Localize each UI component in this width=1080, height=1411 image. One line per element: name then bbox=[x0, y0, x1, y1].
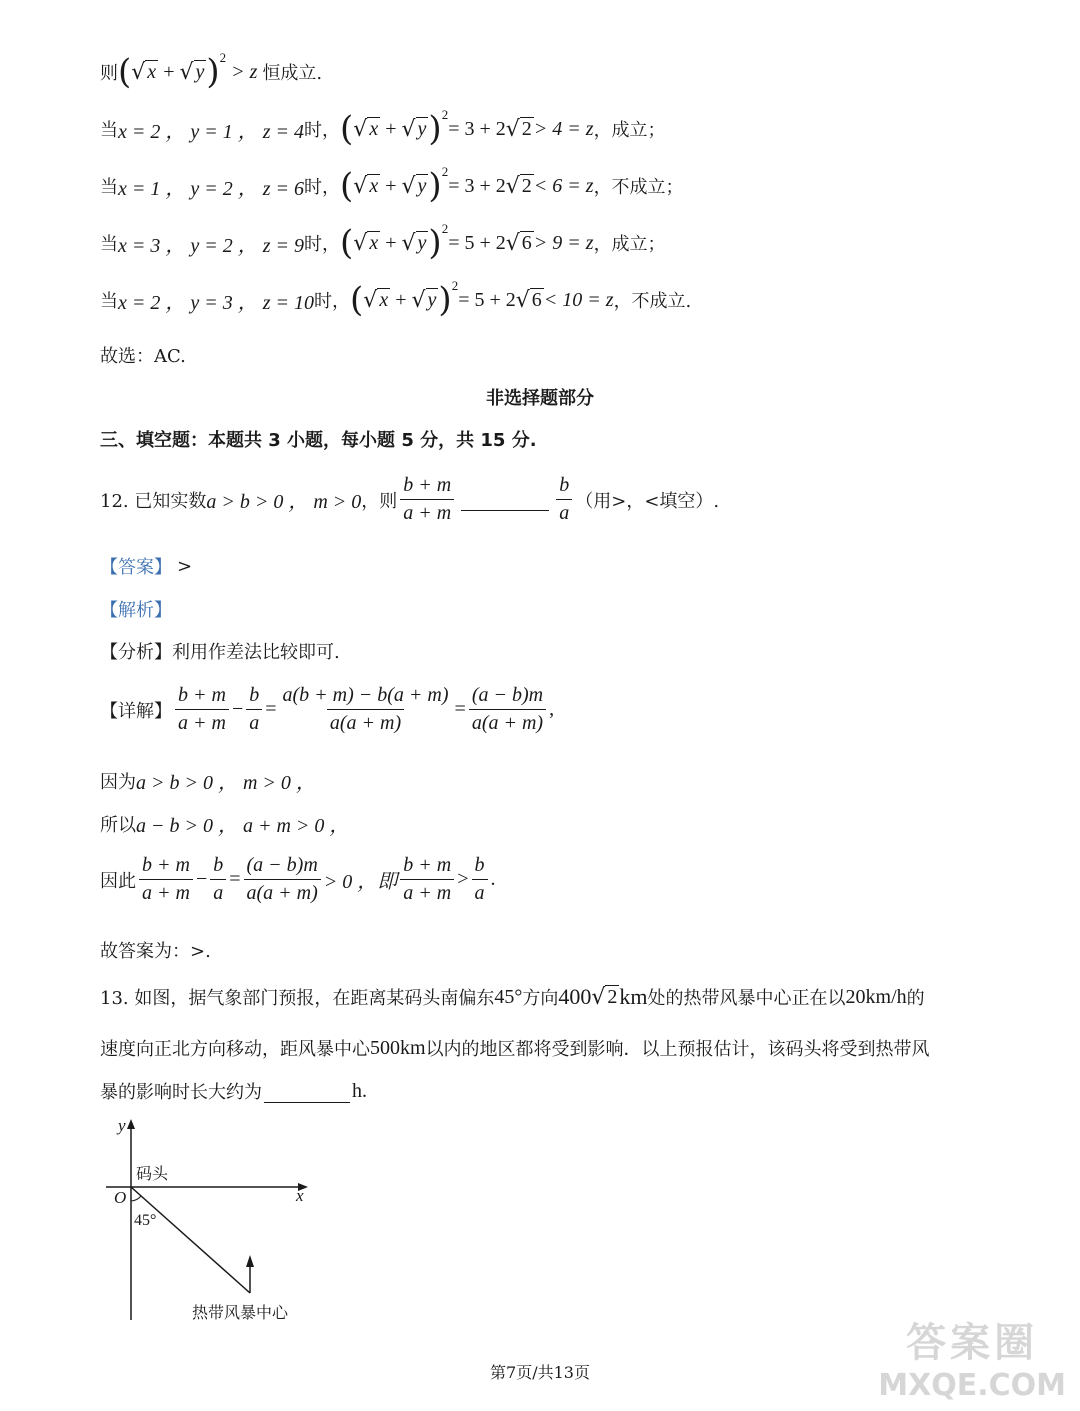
dock-label: 码头 bbox=[136, 1164, 169, 1183]
text: 以内的地区都将受到影响．以上预报估计，该码头将受到热带风 bbox=[425, 1039, 930, 1060]
text: 时， bbox=[304, 120, 341, 141]
text: ，成立； bbox=[593, 120, 666, 141]
text: 方向 bbox=[522, 988, 559, 1009]
text: 三、填空题：本题共 3 小题，每小题 5 分，共 15 分. bbox=[100, 430, 537, 451]
answer-blank[interactable] bbox=[461, 488, 549, 511]
analysis-line bbox=[100, 596, 172, 622]
text: 恒成立. bbox=[262, 63, 323, 84]
math: = 3 + 2 bbox=[448, 117, 506, 140]
math: > 4 = z bbox=[533, 117, 594, 140]
math: km bbox=[619, 984, 648, 1009]
text: 因此 bbox=[100, 870, 136, 892]
angle-arc bbox=[131, 1196, 141, 1201]
y-axis-label: y bbox=[118, 1116, 126, 1135]
text: 故答案为：>. bbox=[100, 941, 211, 962]
detail-tag: 【详解】 bbox=[100, 700, 172, 722]
math: x = 2 ， y = 3 ， z = 10 bbox=[118, 291, 315, 314]
origin-label: O bbox=[114, 1188, 127, 1207]
sqrt-y: √ y bbox=[179, 60, 205, 85]
sqrt-x: √ x bbox=[131, 60, 157, 85]
text: 速度向正北方向移动，距风暴中心 bbox=[100, 1039, 370, 1060]
text: 当 bbox=[100, 291, 118, 312]
text: 时， bbox=[314, 291, 351, 312]
math: 45° bbox=[494, 985, 523, 1008]
because-line bbox=[100, 766, 316, 795]
text: h. bbox=[352, 1079, 367, 1102]
text: 故选：AC. bbox=[100, 346, 186, 367]
storm-diagram bbox=[100, 1115, 340, 1330]
left-paren: ( bbox=[118, 52, 132, 92]
text: 当 bbox=[100, 234, 118, 255]
math: x = 3 ， y = 2 ， z = 9 bbox=[118, 234, 305, 257]
answer-line bbox=[100, 553, 192, 579]
text: 处的热带风暴中心正在以 bbox=[647, 988, 846, 1009]
case-line-3: 当 x = 3 ， y = 2 ， z = 9 时， ( √ x + √ y ) 2 = 5 + 2 √ 6 > 9 = z ，成立； bbox=[100, 221, 666, 263]
text: 非选择题部分 bbox=[486, 388, 594, 409]
math: = 5 + 2 bbox=[458, 288, 516, 311]
question-12 bbox=[100, 474, 719, 525]
math: > 9 = z bbox=[533, 231, 594, 254]
math: < 6 = z bbox=[533, 174, 594, 197]
x-axis-label: x bbox=[296, 1186, 304, 1205]
math: 400 bbox=[558, 984, 592, 1009]
section-heading bbox=[0, 384, 1080, 410]
text: （用>，<填空）. bbox=[575, 490, 720, 512]
page-number: 第7页/共13页 bbox=[490, 1363, 590, 1382]
question-13-line2 bbox=[100, 1035, 930, 1061]
text: 当 bbox=[100, 120, 118, 141]
text: 所以 bbox=[100, 814, 136, 836]
so-line bbox=[100, 809, 349, 838]
case-line-1: 当 x = 2 ， y = 1 ， z = 4 时， ( √ x + √ y ) 2 = 3 + 2 √ 2 > 4 = z ，成立； bbox=[100, 107, 666, 149]
math: a > b > 0 ， m > 0 ， bbox=[136, 772, 316, 794]
math: < 10 = z bbox=[543, 288, 614, 311]
question-13-line1: 13. 如图，据气象部门预报，在距离某码头南偏东 45° 方向 400 √ 2 km 处的热带风暴中心正在以 20km/h 的 bbox=[100, 984, 925, 1010]
watermark-logo bbox=[878, 1311, 1066, 1403]
text: 的 bbox=[906, 988, 925, 1009]
watermark-text: 答案圈 bbox=[906, 1320, 1039, 1366]
math: 20km/h bbox=[845, 985, 907, 1008]
text: ，不成立； bbox=[593, 177, 684, 198]
bearing-line bbox=[131, 1187, 250, 1293]
conclusion-line: 则 ( √ x + √ y ) 2 > z 恒成立. bbox=[100, 50, 323, 92]
text: 当 bbox=[100, 177, 118, 198]
north-arrow-head bbox=[246, 1255, 254, 1267]
text: ，成立； bbox=[593, 234, 666, 255]
watermark-url: MXQE.COM bbox=[878, 1368, 1066, 1403]
math: x = 1 ， y = 2 ， z = 6 bbox=[118, 177, 305, 200]
math: a > b > 0 ， m > 0 bbox=[206, 491, 362, 513]
fraction: $\frac{b + m}{a + m}$ bbox=[400, 474, 454, 525]
text: 【分析】利用作差法比较即可. bbox=[100, 642, 340, 663]
text: 暴的影响时长大约为 bbox=[100, 1082, 262, 1103]
math: = 3 + 2 bbox=[448, 174, 506, 197]
fraction: $\frac{b}{a}$ bbox=[556, 474, 572, 525]
text: 时， bbox=[304, 177, 341, 198]
text: 12. 已知实数 bbox=[100, 490, 207, 512]
text: ，则 bbox=[361, 490, 398, 512]
answer-tag: 【答案】 bbox=[100, 557, 172, 578]
math: = 5 + 2 bbox=[448, 231, 506, 254]
case-line-4: 当 x = 2 ， y = 3 ， z = 10 时， ( √ x + √ y ) 2 = 5 + 2 √ 6 < 10 = z ，不成立. bbox=[100, 278, 692, 320]
angle-label: 45° bbox=[134, 1212, 157, 1229]
text: ，不成立. bbox=[613, 291, 692, 312]
storm-center-label: 热带风暴中心 bbox=[192, 1303, 289, 1322]
math: a − b > 0 ， a + m > 0 ， bbox=[136, 815, 350, 837]
math: x = 2 ， y = 1 ， z = 4 bbox=[118, 120, 305, 143]
y-axis-arrow bbox=[127, 1119, 135, 1129]
case-line-2: 当 x = 1 ， y = 2 ， z = 6 时， ( √ x + √ y ) 2 = 3 + 2 √ 2 < 6 = z ，不成立； bbox=[100, 164, 684, 206]
text: 13. 如图，据气象部门预报，在距离某码头南偏东 bbox=[100, 988, 495, 1009]
fenxi-line bbox=[100, 638, 340, 664]
text: 因为 bbox=[100, 771, 136, 793]
detail-line: 【详解】 $\frac{b + m}{a + m}$ − $\frac{b}{a}$ = $\frac{a(b + m) - b(a + m)}{a(a + m)}$ = $\frac{(a - b)m}{a(a + m)}$ , bbox=[100, 684, 555, 734]
choice-line bbox=[100, 342, 186, 368]
right-paren: ) bbox=[206, 52, 220, 92]
question-13-line3 bbox=[100, 1078, 367, 1104]
text: 则 bbox=[100, 63, 118, 84]
section-title bbox=[100, 426, 537, 452]
answer-value: > bbox=[177, 555, 193, 577]
final-answer-line bbox=[100, 937, 211, 963]
math: 500km bbox=[370, 1036, 426, 1059]
math: > 0 ，即 bbox=[323, 871, 398, 893]
analysis-tag: 【解析】 bbox=[100, 600, 172, 621]
hence-line: 因此 $\frac{b + m}{a + m}$ − $\frac{b}{a}$ = $\frac{(a - b)m}{a(a + m)}$ > 0 ，即 $\frac{b + m}{a + m}$ > $\frac{b}{a}$ . bbox=[100, 854, 496, 904]
text: 时， bbox=[304, 234, 341, 255]
answer-blank[interactable] bbox=[264, 1080, 350, 1103]
